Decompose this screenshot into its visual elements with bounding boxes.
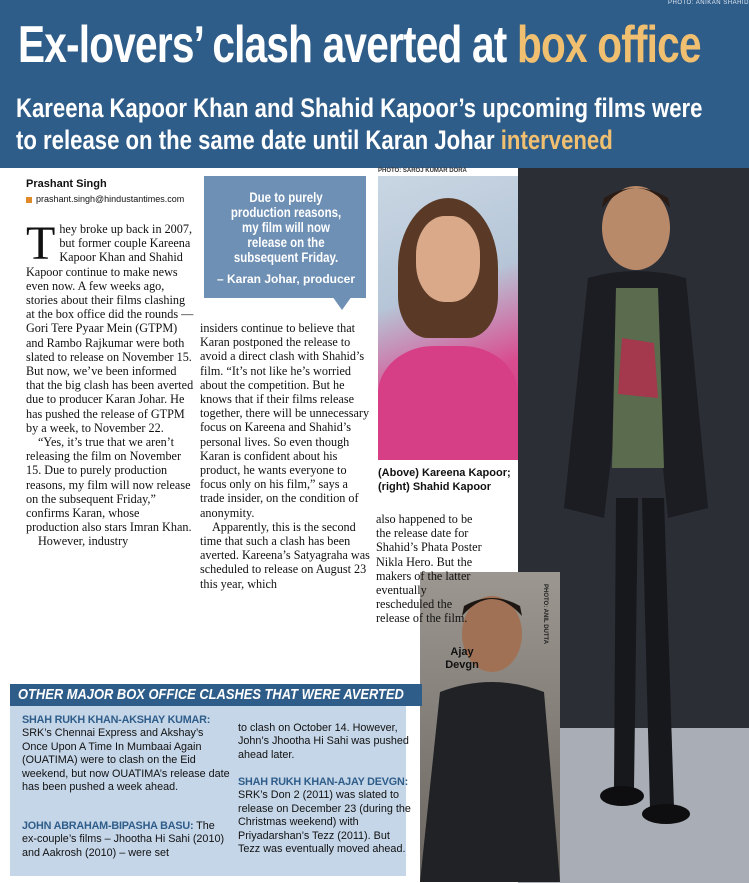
headline — [18, 10, 701, 80]
author-email[interactable] — [26, 194, 184, 204]
deck-line-1: Kareena Kapoor Khan and Shahid Kapoor’s upcoming films were — [16, 93, 703, 123]
article-column-2 — [200, 321, 370, 591]
pull-quote-text: Due to purely production reasons, my film will now release on the subsequent Friday. — [230, 190, 342, 265]
deck-line-2-accent: intervened — [500, 125, 613, 155]
photo-credit-top: PHOTO: SAROJ KUMAR DORA — [378, 168, 467, 174]
sidebar-item — [22, 820, 230, 860]
ajay-label-line-1: Ajay — [450, 646, 474, 658]
author-name: Prashant Singh — [26, 178, 107, 190]
ajay-label — [432, 646, 492, 672]
pull-quote-tail — [332, 296, 352, 310]
top-photo-credit: PHOTO: ANIKAN SHAHID — [668, 0, 749, 6]
pull-quote-attribution: – Karan Johar, producer — [216, 272, 356, 286]
sidebar-item-text: SRK’s Chennai Express and Akshay’s Once Upon A Time In Mumbaai Again (OUATIMA) were to clash on the Eid weekend, but now OUATIMA’s release date has been pushed a week ahead. — [22, 727, 230, 794]
article-paragraph: also happened to be the release date for Shahid’s Phata Poster Nikla Hero. But the makers of the latter eventually rescheduled the release of the film. — [376, 512, 482, 626]
article-column-1 — [26, 217, 194, 549]
kareena-kapoor-photo — [378, 176, 518, 460]
deck-line-2 — [16, 124, 613, 156]
sidebar-item-heading: SHAH RUKH KHAN-AJAY DEVGN: — [238, 776, 408, 788]
photo-credit-side: PHOTO: ANIL DUTTA — [542, 584, 548, 645]
article-paragraph: However, industry — [38, 534, 129, 549]
headline-accent: box office — [516, 16, 701, 74]
bullet-icon — [26, 197, 32, 203]
caption-line-1: (Above) Kareena Kapoor; — [378, 467, 511, 479]
article-paragraph: “Yes, it’s true that we aren’t releasing the film on November 15. Due to purely production reasons, my film will now release on the subsequent Friday,” confirms Karan, whose production also stars Imran Khan. — [26, 435, 192, 535]
ajay-label-line-2: Devgn — [445, 659, 479, 671]
sidebar-item — [22, 714, 230, 794]
sidebar-item-text: The ex-couple’s films – Jhootha Hi Sahi (2010) and Aakrosh (2010) – were set — [22, 820, 225, 859]
caption-line-2: (right) Shahid Kapoor — [378, 481, 492, 493]
article-paragraph: Apparently, this is the second time that such a clash has been averted. Kareena’s Satyagraha was scheduled to release on August 23 this year, which — [200, 519, 370, 591]
sidebar-title: OTHER MAJOR BOX OFFICE CLASHES THAT WERE AVERTED — [18, 686, 404, 703]
article-paragraph: hey broke up back in 2007, but former couple Kareena Kapoor Khan and Shahid Kapoor continue to make news even now. A few weeks ago, stories about their films clashing at the box office did the rounds — Gori Tere Pyaar Mein (GTPM) and Rambo Rajkumar were both slated to release on November 15. But now, we’ve been informed that the big clash has been averted due to producer Karan Johar. He has pushed the release of GTPM by a week, to November 22. — [26, 222, 194, 435]
author-email-text: prashant.singh@hindustantimes.com — [36, 194, 185, 204]
headline-main: Ex-lovers’ clash averted at — [18, 16, 517, 74]
kareena-top — [378, 346, 518, 460]
photo-caption — [378, 466, 518, 494]
sidebar-item — [238, 776, 414, 856]
sidebar-item-text: SRK’s Don 2 (2011) was slated to release on December 23 (during the Christmas weekend) with Priyadarshan’s Tezz (2011). But Tezz was eventually moved ahead. — [238, 789, 411, 856]
article-column-3 — [376, 512, 486, 626]
deck-line-2-main: to release on the same date until Karan Johar — [16, 125, 501, 155]
sidebar-item-heading: JOHN ABRAHAM-BIPASHA BASU: — [22, 820, 194, 832]
sidebar-item-heading: SHAH RUKH KHAN-AKSHAY KUMAR: — [22, 714, 211, 726]
drop-cap: T — [26, 217, 56, 270]
article-paragraph: insiders continue to believe that Karan postponed the release to avoid a direct clash with Shahid’s film. “It’s not like he’s worried about the competition. But he knows that if their films release together, there will be unnecessary focus on Kareena and Shahid’s personal lives. So even though Karan is confident about his product, he wants everyone to focus only on his film,” says a trade insider, on the condition of anonymity. — [200, 321, 370, 520]
sidebar-item — [238, 722, 414, 762]
kareena-face — [416, 216, 480, 302]
sidebar-item-text: to clash on October 14. However, John’s Jhootha Hi Sahi was pushed ahead later. — [238, 722, 409, 761]
